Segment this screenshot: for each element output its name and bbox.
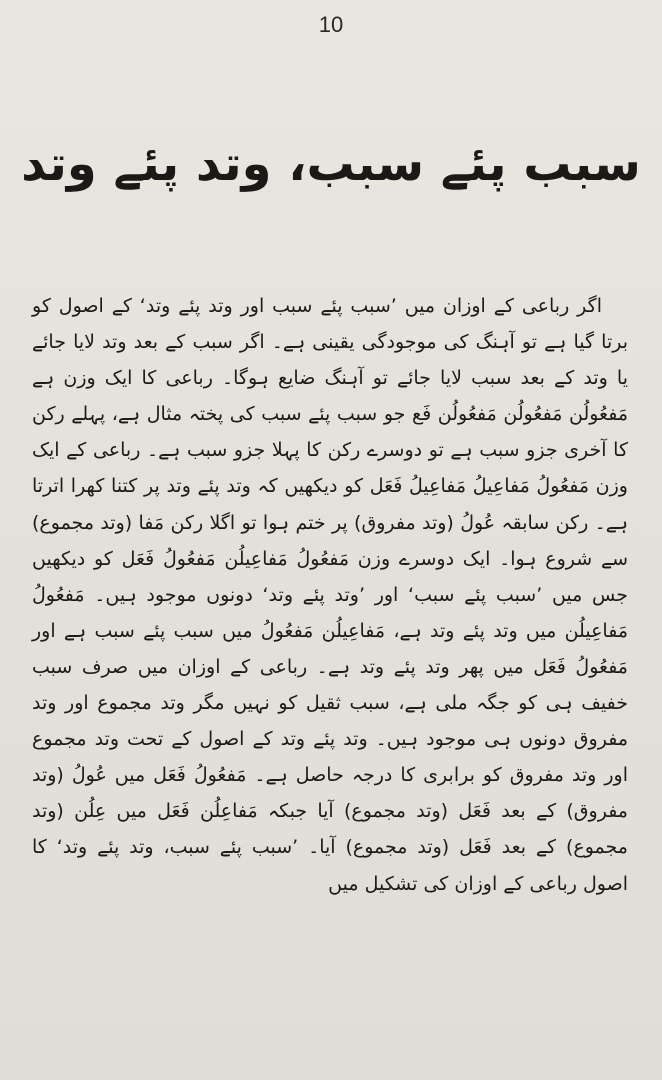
body-paragraph: اگر رباعی کے اوزان میں ’سبب پئے سبب اور وتد پئے وتد‘ کے اصول کو برتا گیا ہے تو آہنگ کی موجودگی یقینی ہے۔ اگر سبب کے بعد وتد لایا جائے یا وتد کے بعد سبب لایا جائے تو آہنگ ضایع ہوگا۔ رباعی کا ایک وزن ہے مَفعُولُن مَفعُولُن مَفعُولُن فَع جو سبب پئے سبب کی پختہ مثال ہے، پہلے رکن کا آخری جزو سبب ہے تو دوسرے رکن کا پہلا جزو سبب ہے۔ رباعی کے ایک وزن مَفعُولُ مَفاعِیلُ مَفاعِیلُ فَعَل کو دیکھیں کہ وتد پئے وتد پر کتنا کھرا اترتا ہے۔ رکن سابقہ عُولُ (وتد مفروق) پر ختم ہوا تو اگلا رکن مَفا (وتد مجموع) سے شروع ہوا۔ ایک دوسرے وزن مَفعُولُ مَفاعِیلُن مَفعُولُ فَعَل کو دیکھیں جس میں ’سبب پئے سبب‘ اور ’وتد پئے وتد‘ دونوں موجود ہیں۔ مَفعُولُ مَفاعِیلُن میں وتد پئے وتد ہے، مَفاعِیلُن مَفعُولُ میں سبب پئے سبب ہے اور مَفعُولُ فَعَل میں پھر وتد پئے وتد ہے۔ رباعی کے اوزان میں صرف سبب خفیف ہی کو جگہ ملی ہے، سبب ثقیل کو نہیں مگر وتد مجموع اور وتد مفروق دونوں ہی موجود ہیں۔ وتد پئے وتد کے اصول کے تحت وتد مجموع اور وتد مفروق کو برابری کا درجہ حاصل ہے۔ مَفعُولُ فَعَل میں عُولُ (وتد مفروق) کے بعد فَعَل (وتد مجموع) آیا جبکہ مَفاعِلُن فَعَل میں عِلُن (وتد مجموع) کے بعد فَعَل (وتد مجموع) آیا۔ ’سبب پئے سبب، وتد پئے وتد‘ کا اصول رباعی کے اوزان کی تشکیل میں [32,295,628,895]
show-through-line [30,78,630,93]
show-through-line [30,226,630,241]
chapter-title: سبب پئے سبب، وتد پئے وتد [21,136,641,192]
page-number: 10 [318,12,344,37]
